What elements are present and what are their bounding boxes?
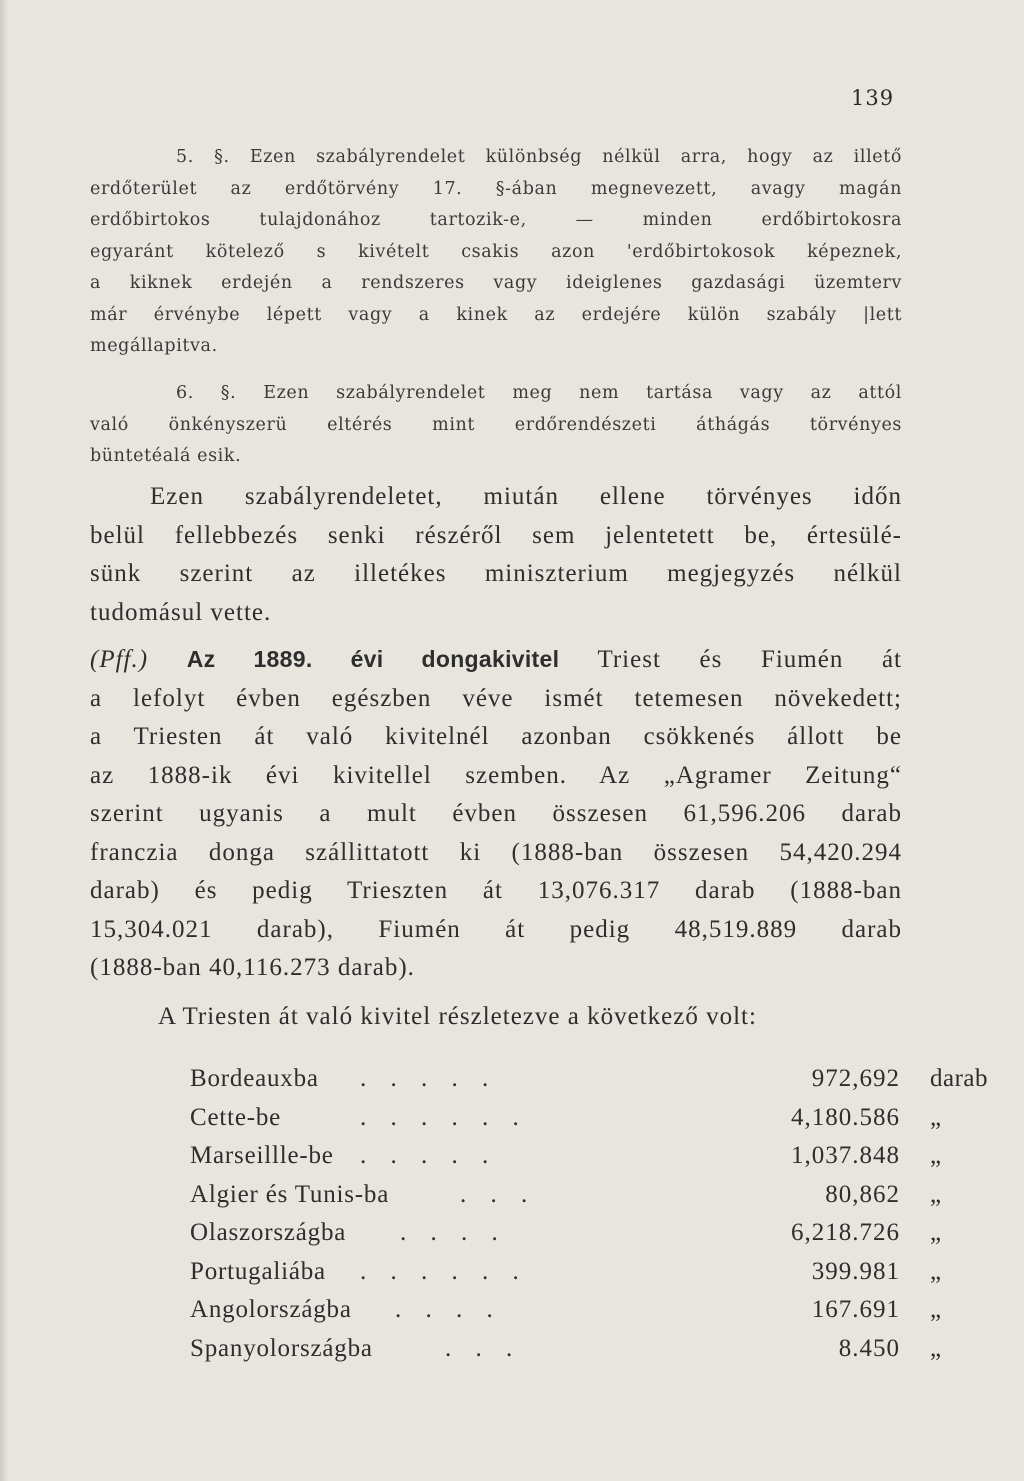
regulation-acceptance-paragraph (90, 478, 902, 632)
section-heading: Az 1889. évi dongakivitel (186, 646, 560, 672)
table-row (190, 1137, 942, 1176)
leader-dots: . . . . . (360, 1065, 498, 1092)
section-6-paragraph (90, 378, 902, 473)
first-line-text: Triest és Fiumén át (597, 646, 902, 673)
unit: „ (930, 1334, 942, 1362)
text-line: egyaránt kötelező s kivételt csakis azon 'erdőbirtokosok képeznek, (90, 241, 902, 262)
export-table (190, 1060, 989, 1368)
text-line: A Triesten át való kivitel részletezve a következő volt: (158, 1003, 757, 1030)
unit: „ (930, 1103, 942, 1131)
leader-dots: . . . . . . (360, 1103, 528, 1131)
leader-dots: . . . . . . (360, 1257, 528, 1285)
stave-export-paragraph (90, 640, 902, 988)
text-line: sünk szerint az illetékes miniszterium megjegyzés nélkül (90, 560, 902, 587)
text-line: az 1888-ik évi kivitellel szemben. Az „Agramer Zeitung“ (90, 761, 902, 789)
destination: Angolországba (190, 1296, 352, 1323)
quantity: 6,218.726 (791, 1219, 900, 1246)
leader-dots: . . . . (395, 1296, 502, 1323)
text-line: (1888-ban 40,116.273 darab). (90, 954, 415, 981)
destination: Algier és Tunis-ba (190, 1180, 390, 1208)
unit: „ (930, 1142, 942, 1169)
text-line: büntetéalá esik. (90, 446, 242, 466)
quantity: 972,692 (811, 1065, 900, 1092)
destination: Olaszországba (190, 1219, 347, 1246)
text-line: megállapitva. (90, 336, 218, 356)
quantity: 8.450 (838, 1334, 900, 1362)
text-line: Ezen szabályrendeletet, miután ellene törvényes időn (150, 483, 902, 510)
text-line: darab) és pedig Trieszten át 13,076.317 darab (1888-ban (90, 877, 902, 904)
text-line: 15,304.021 darab), Fiumén át pedig 48,519.889 darab (90, 915, 902, 943)
quantity: 167.691 (811, 1296, 900, 1323)
unit: „ (930, 1296, 942, 1323)
text-line: 6. §. Ezen szabályrendelet meg nem tartása vagy az attól (176, 383, 902, 403)
section-5-paragraph (90, 142, 902, 363)
table-row (190, 1176, 942, 1215)
text-line: 5. §. Ezen szabályrendelet különbség nélkül arra, hogy az illető (176, 147, 902, 167)
table-row (190, 1330, 942, 1369)
unit: darab (930, 1065, 989, 1092)
page-number: 139 (851, 86, 895, 110)
text-line: erdőterület az erdőtörvény 17. §-ában megnevezett, avagy magán (90, 178, 902, 199)
quantity: 1,037.848 (791, 1142, 900, 1169)
destination: Bordeauxba (190, 1065, 319, 1092)
destination: Marseillle-be (190, 1142, 334, 1169)
author-mark: (Pff.) (90, 646, 149, 673)
text-line: franczia donga szállittatott ki (1888-ban összesen 54,420.294 (90, 838, 902, 866)
leader-dots: . . . . . (360, 1142, 498, 1169)
text-line: való önkényszerü eltérés mint erdőrendészeti áthágás törvényes (90, 414, 902, 435)
leader-dots: . . . (445, 1334, 522, 1362)
quantity: 4,180.586 (791, 1103, 900, 1131)
destination: Cette-be (190, 1103, 282, 1131)
leader-dots: . . . . (400, 1219, 507, 1246)
unit: „ (930, 1180, 942, 1208)
text-line: a kiknek erdején a rendszeres vagy ideiglenes gazdasági üzemterv (90, 273, 902, 293)
text-line: belül fellebbezés senki részéről sem jelentetett be, értesülé- (90, 521, 902, 549)
table-row (190, 1214, 942, 1253)
text-line: tudomásul vette. (90, 598, 272, 626)
table-row (190, 1099, 942, 1138)
table-row (190, 1060, 989, 1099)
unit: „ (930, 1257, 942, 1285)
text-line (90, 640, 902, 680)
text-line: szerint ugyanis a mult évben összesen 61,596.206 darab (90, 800, 902, 827)
page-edge-shadow (0, 0, 8, 1481)
unit: „ (930, 1219, 942, 1246)
text-line: a Triesten át való kivitelnél azonban csökkenés állott be (90, 723, 902, 750)
table-intro (158, 998, 902, 1037)
table-row (190, 1291, 942, 1330)
quantity: 399.981 (811, 1257, 900, 1285)
destination: Portugaliába (190, 1257, 326, 1285)
text-line: már érvénybe lépett vagy a kinek az erdejére külön szabály |lett (90, 304, 902, 325)
quantity: 80,862 (825, 1180, 900, 1208)
destination: Spanyolországba (190, 1334, 373, 1362)
leader-dots: . . . (460, 1180, 537, 1208)
table-row (190, 1253, 942, 1292)
text-line: a lefolyt évben egészben véve ismét tetemesen növekedett; (90, 684, 902, 712)
text-line: erdőbirtokos tulajdonához tartozik-e, — minden erdőbirtokosra (90, 210, 902, 230)
